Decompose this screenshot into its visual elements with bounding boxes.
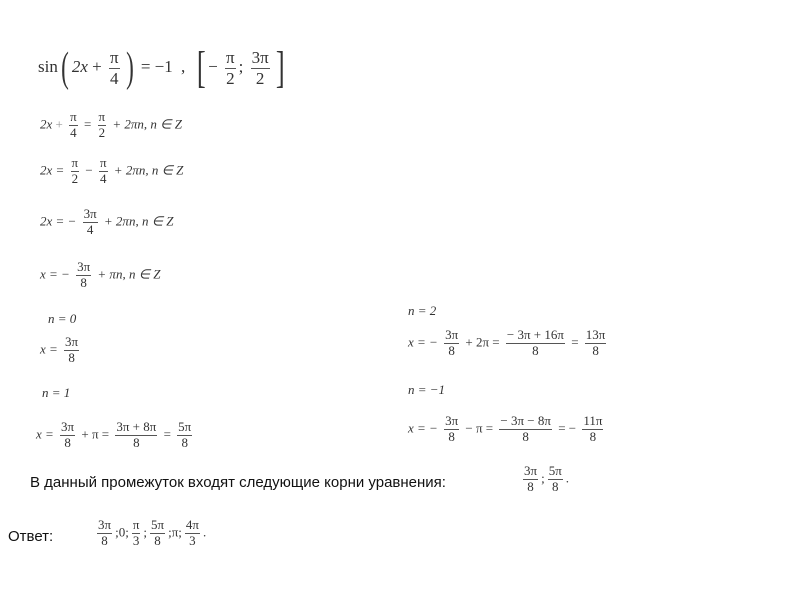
fraction: $\frac{\pi}{2}$ xyxy=(98,109,106,140)
n2-label: n = 2 xyxy=(408,303,437,318)
nm1-result: x = − $\frac{3\pi}{8}$ − π = $\frac{- 3\pi - 8\pi}{8}$ = − $\frac{11\pi}{8}$ xyxy=(408,413,603,444)
conclusion-text: В данный промежуток входят следующие корни уравнения: xyxy=(30,474,446,491)
fraction: $\frac{\pi}{2}$ xyxy=(71,155,79,186)
step-2: 2x = $\frac{\pi}{2}$ − $\frac{\pi}{4}$ + 2πn, n ∈ Z xyxy=(40,155,184,186)
fraction: $\frac{3\pi}{8}$ xyxy=(65,334,79,365)
n2-result: x = − $\frac{3\pi}{8}$ + 2π = $\frac{- 3\pi + 16\pi}{8}$ = $\frac{13\pi}{8}$ xyxy=(408,327,606,358)
fraction: $\frac{3\pi}{8}$ xyxy=(445,327,459,358)
fraction: $\frac{- 3\pi - 8\pi}{8}$ xyxy=(500,413,551,444)
answer-label: Ответ: xyxy=(8,528,54,545)
fraction: $\frac{3\pi}{8}$ xyxy=(77,259,91,290)
term-2x: 2x xyxy=(71,56,88,76)
fraction: $\frac{5\pi}{8}$ xyxy=(548,463,562,494)
plus-sign: + xyxy=(92,56,102,76)
right-bracket: ] xyxy=(275,43,285,92)
fraction: $\frac{3\pi}{8}$ xyxy=(524,463,538,494)
fraction: $\frac{3\pi}{8}$ xyxy=(61,419,75,450)
left-bracket: [ xyxy=(196,43,206,92)
left-paren: ( xyxy=(60,45,69,91)
fraction: $\frac{\pi}{4}$ xyxy=(99,155,107,186)
comma: , xyxy=(181,56,186,76)
fraction: $\frac{- 3\pi + 16\pi}{8}$ xyxy=(506,327,564,358)
fraction-pi-4: $\frac{\pi}{4}$ xyxy=(109,47,119,88)
fraction: $\frac{3\pi}{8}$ xyxy=(445,413,459,444)
fraction: $\frac{3\pi}{4}$ xyxy=(83,206,97,237)
answer-values: $\frac{3\pi}{8}$ ;0; $\frac{\pi}{3}$ ; $\frac{5\pi}{8}$ ;π; $\frac{4\pi}{3}$ . xyxy=(98,517,207,548)
step-3: 2x = − $\frac{3\pi}{4}$ + 2πn, n ∈ Z xyxy=(40,206,174,237)
right-paren: ) xyxy=(125,45,134,91)
fraction: $\frac{\pi}{4}$ xyxy=(70,109,77,140)
fraction: $\frac{5\pi}{8}$ xyxy=(178,419,192,450)
n0-result: x = $\frac{3\pi}{8}$ xyxy=(40,334,79,365)
n0-label: n = 0 xyxy=(48,311,77,326)
conclusion-roots: $\frac{3\pi}{8}$ ; $\frac{5\pi}{8}$ . xyxy=(524,463,570,494)
n1-label: n = 1 xyxy=(42,385,71,400)
step-1: 2x + $\frac{\pi}{4}$ = $\frac{\pi}{2}$ + 2πn, n ∈ Z xyxy=(40,109,182,140)
fraction-3pi-2: $\frac{3\pi}{2}$ xyxy=(251,47,269,88)
n1-result: x = $\frac{3\pi}{8}$ + π = $\frac{3\pi + 8\pi}{8}$ = $\frac{5\pi}{8}$ xyxy=(36,419,192,450)
fraction: $\frac{3\pi}{8}$ xyxy=(98,517,112,548)
fraction-pi-2: $\frac{\pi}{2}$ xyxy=(226,47,235,88)
fraction: $\frac{5\pi}{8}$ xyxy=(151,517,165,548)
rhs: = −1 xyxy=(140,56,173,76)
sin-func: sin xyxy=(38,56,58,76)
nm1-label: n = −1 xyxy=(408,382,446,397)
fraction: $\frac{13\pi}{8}$ xyxy=(585,327,606,358)
fraction: $\frac{\pi}{3}$ xyxy=(132,517,140,548)
interval-minus: − xyxy=(208,56,218,76)
semicolon: ; xyxy=(238,56,244,76)
fraction: $\frac{3\pi + 8\pi}{8}$ xyxy=(116,419,157,450)
main-equation xyxy=(38,43,287,92)
fraction: $\frac{4\pi}{3}$ xyxy=(185,517,199,548)
fraction: $\frac{11\pi}{8}$ xyxy=(583,413,603,444)
step-4: x = − $\frac{3\pi}{8}$ + πn, n ∈ Z xyxy=(40,259,161,290)
